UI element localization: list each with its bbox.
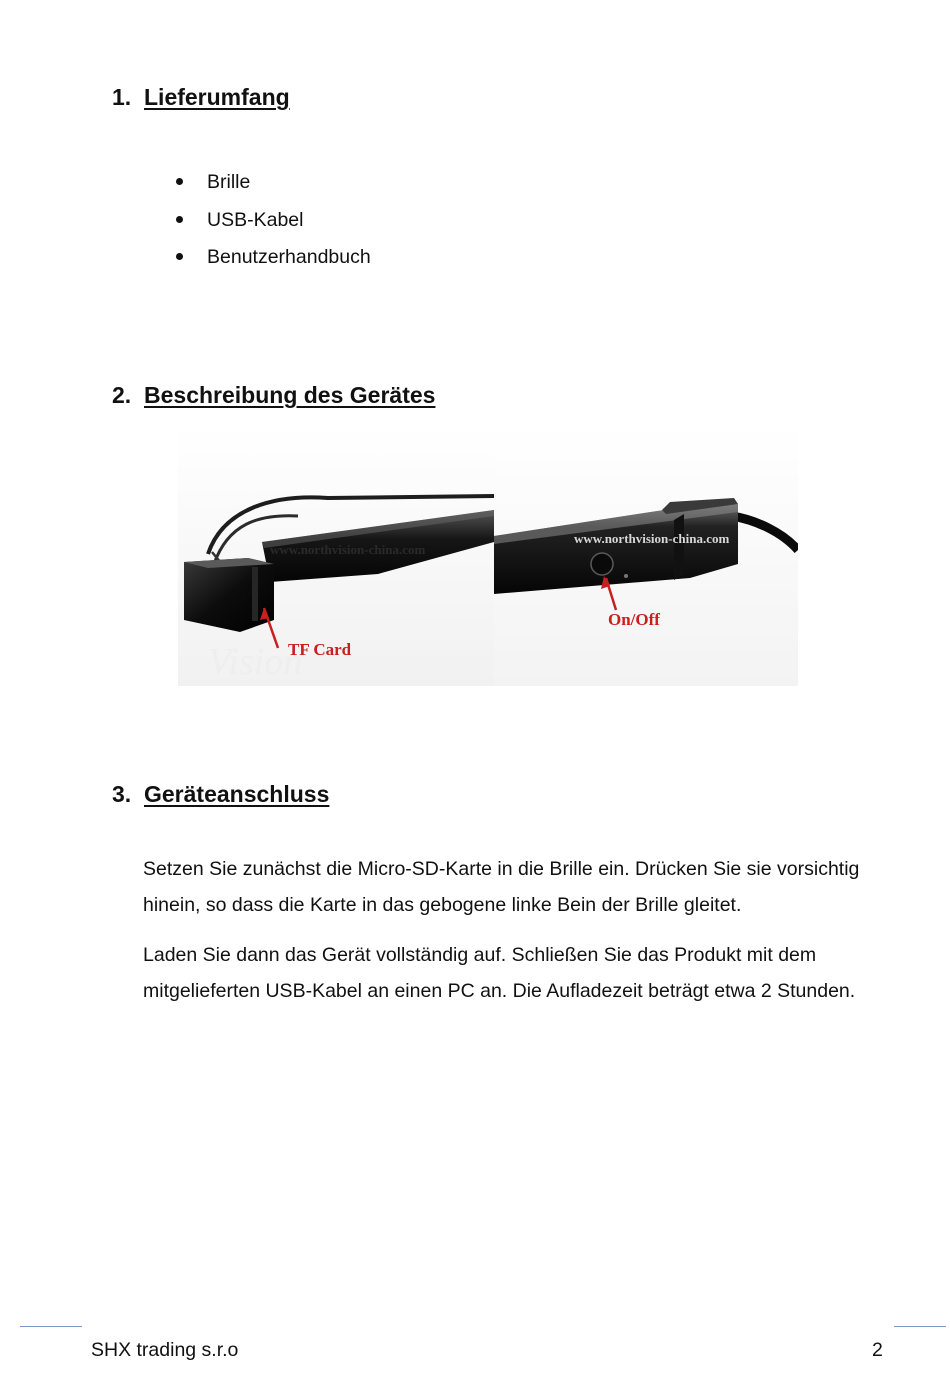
contents-list	[174, 169, 371, 282]
footer-divider-left	[20, 1326, 82, 1327]
watermark-text: www.northvision-china.com	[270, 542, 426, 557]
svg-text:Vision: Vision	[208, 641, 303, 683]
paragraph-charging: Laden Sie dann das Gerät vollständig auf. Schließen Sie das Produkt mit dem mitgelieferten USB-Kabel an einen PC an. Die Aufladezeit beträgt etwa 2 Stunden.	[143, 944, 856, 1002]
section-title: Beschreibung des Gerätes	[144, 382, 436, 408]
section-heading-connection	[112, 781, 329, 808]
glasses-tf-card-image	[178, 424, 494, 686]
section-title: Lieferumfang	[144, 84, 290, 110]
photo-tf-card-slot	[178, 424, 494, 686]
list-item: USB-Kabel	[174, 207, 371, 245]
section-heading-contents	[112, 84, 290, 111]
section-number: 2.	[112, 382, 132, 408]
section-title: Geräteanschluss	[144, 781, 330, 807]
section-number: 1.	[112, 84, 132, 110]
list-item: Benutzerhandbuch	[174, 244, 371, 282]
glasses-power-button-image	[494, 424, 798, 686]
section-heading-description	[112, 382, 435, 409]
photo-on-off-button	[494, 424, 798, 686]
on-off-label: On/Off	[608, 610, 660, 629]
bullet-icon	[176, 216, 183, 223]
bullet-icon	[176, 253, 183, 260]
device-photos	[178, 424, 798, 686]
page-number: 2	[872, 1339, 883, 1361]
paragraph-insert-card: Setzen Sie zunächst die Micro-SD-Karte in die Brille ein. Drücken Sie sie vorsichtig hinein, so dass die Karte in das gebogene linke Bein der Brille gleitet.	[143, 858, 860, 916]
watermark-text: www.northvision-china.com	[574, 531, 730, 546]
list-item: Brille	[174, 169, 371, 207]
footer-company-name: SHX trading s.r.o	[91, 1339, 239, 1361]
footer-divider-right	[894, 1326, 946, 1327]
tf-card-label: TF Card	[288, 640, 352, 659]
bullet-icon	[176, 178, 183, 185]
section-number: 3.	[112, 781, 132, 807]
